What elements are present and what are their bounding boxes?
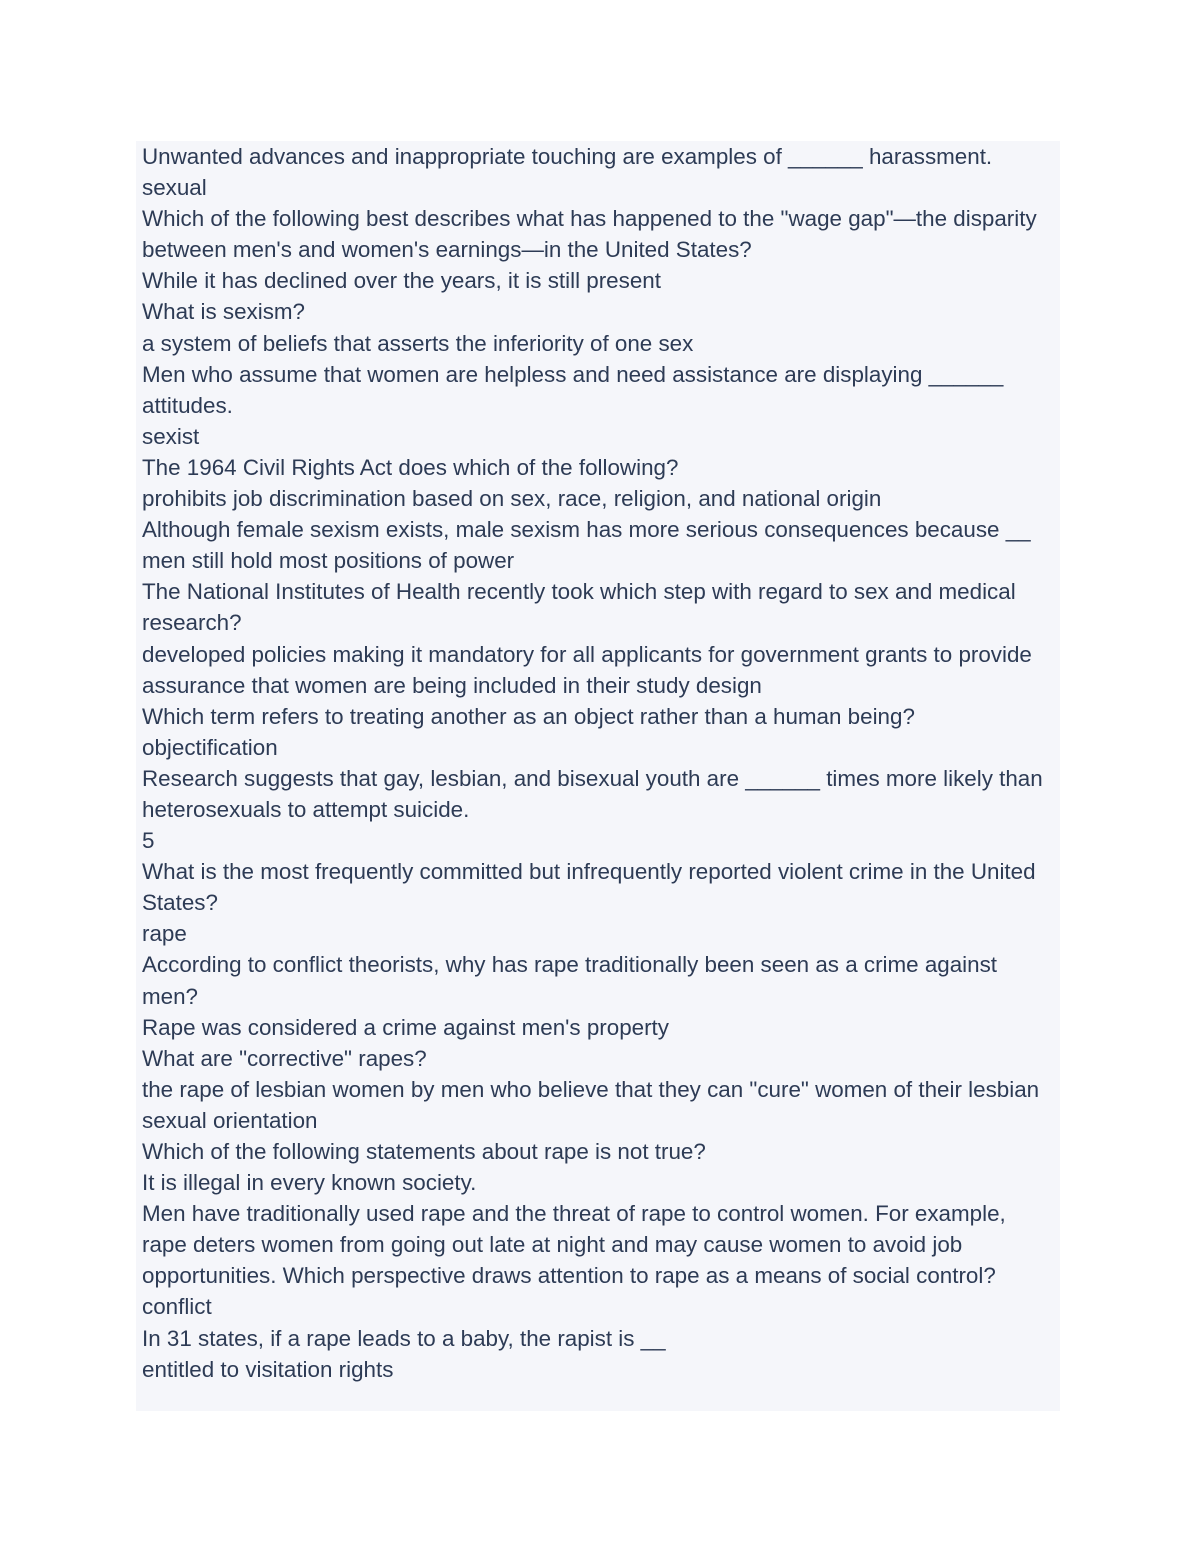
question-text: According to conflict theorists, why has rape traditionally been seen as a crime against men?	[142, 952, 1004, 1009]
question-text: Men who assume that women are helpless and need assistance are displaying ______ attitudes.	[142, 361, 1010, 418]
flashcard-item	[142, 1043, 1054, 1136]
answer-text: sexist	[142, 423, 200, 449]
answer-text: It is illegal in every known society.	[142, 1170, 477, 1196]
answer-text: the rape of lesbian women by men who believe that they can "cure" women of their lesbian sexual orientation	[142, 1076, 1046, 1133]
flashcard-item	[142, 296, 1054, 358]
question-text: In 31 states, if a rape leads to a baby, the rapist is __	[142, 1325, 666, 1351]
flashcard-item	[142, 514, 1054, 576]
answer-text: a system of beliefs that asserts the inferiority of one sex	[142, 330, 694, 356]
flashcard-item	[142, 1136, 1054, 1198]
flashcard-item	[142, 141, 1054, 203]
question-text: The 1964 Civil Rights Act does which of the following?	[142, 454, 679, 480]
question-text: Which term refers to treating another as an object rather than a human being?	[142, 703, 915, 729]
answer-text: Rape was considered a crime against men's property	[142, 1014, 669, 1040]
flashcard-item	[142, 1198, 1054, 1322]
flashcard-text-block	[136, 141, 1060, 1411]
answer-text: prohibits job discrimination based on sex, race, religion, and national origin	[142, 486, 882, 512]
answer-text: entitled to visitation rights	[142, 1356, 394, 1382]
question-text: Which of the following statements about rape is not true?	[142, 1139, 706, 1164]
flashcard-item	[142, 701, 1054, 763]
question-text: What is sexism?	[142, 299, 305, 325]
question-text: Unwanted advances and inappropriate touching are examples of ______ harassment.	[142, 144, 993, 169]
flashcard-item	[142, 203, 1054, 296]
answer-text: developed policies making it mandatory for all applicants for government grants to provide assurance that women are being included in their study design	[142, 641, 1039, 698]
answer-text: men still hold most positions of power	[142, 548, 515, 574]
answer-text: rape	[142, 921, 187, 947]
question-text: Men have traditionally used rape and the threat of rape to control women. For example, rape deters women from going out late at night and may cause women to avoid job opportunities. Which perspective draws attention to rape as a means of social control?	[142, 1201, 1013, 1289]
flashcard-list	[142, 141, 1054, 1385]
flashcard-item	[142, 359, 1054, 452]
question-text: Which of the following best describes what has happened to the "wage gap"—the disparity between men's and women's earnings—in the United States?	[142, 206, 1043, 263]
question-text: The National Institutes of Health recently took which step with regard to sex and medical research?	[142, 579, 1022, 636]
flashcard-item	[142, 576, 1054, 700]
answer-text: objectification	[142, 734, 278, 760]
flashcard-item	[142, 763, 1054, 856]
flashcard-item	[142, 452, 1054, 514]
question-text: Research suggests that gay, lesbian, and bisexual youth are ______ times more likely than heterosexuals to attempt suicide.	[142, 765, 1049, 822]
answer-text: conflict	[142, 1294, 212, 1320]
answer-text: While it has declined over the years, it is still present	[142, 268, 661, 294]
flashcard-item	[142, 949, 1054, 1042]
answer-text: 5	[142, 828, 155, 854]
answer-text: sexual	[142, 175, 207, 201]
question-text: What are "corrective" rapes?	[142, 1045, 427, 1071]
flashcard-item	[142, 1323, 1054, 1385]
question-text: What is the most frequently committed but infrequently reported violent crime in the United States?	[142, 859, 1042, 916]
question-text: Although female sexism exists, male sexism has more serious consequences because __	[142, 517, 1031, 543]
flashcard-item	[142, 856, 1054, 949]
